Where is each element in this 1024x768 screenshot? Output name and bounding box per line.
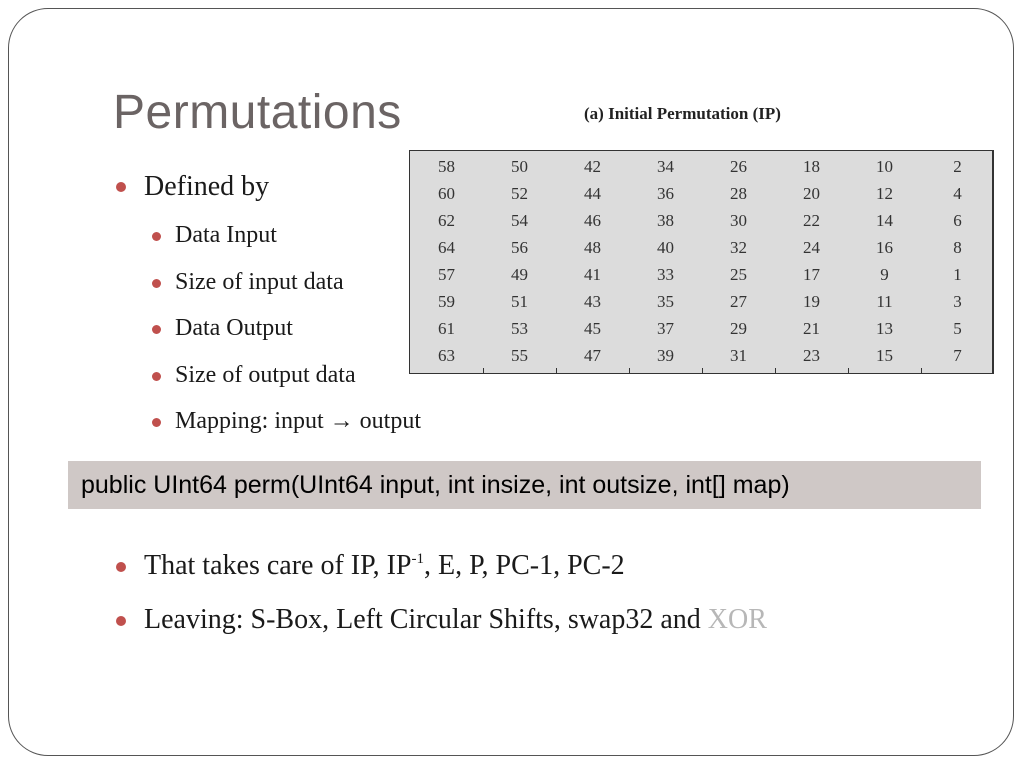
table-row bbox=[410, 180, 992, 207]
table-cell: 38 bbox=[657, 211, 674, 230]
table-cell: 35 bbox=[657, 292, 674, 311]
takes-care-suffix: , E, P, PC-1, PC-2 bbox=[423, 550, 625, 581]
table-cell: 4 bbox=[953, 184, 962, 203]
table-cell: 22 bbox=[803, 211, 820, 230]
table-cell: 31 bbox=[730, 346, 747, 365]
table-cell: 55 bbox=[511, 346, 528, 365]
table-cell: 32 bbox=[730, 238, 747, 257]
bullet-dot bbox=[116, 562, 126, 572]
table-cell: 33 bbox=[657, 265, 674, 284]
table-cell: 3 bbox=[953, 292, 962, 311]
bullet-dot bbox=[116, 616, 126, 626]
table-cell: 1 bbox=[953, 265, 962, 284]
slide-title: Permutations bbox=[113, 86, 402, 139]
table-cell: 63 bbox=[438, 346, 455, 365]
table-cell: 18 bbox=[803, 157, 820, 176]
sub-bullet-data-output: Data Output bbox=[175, 315, 293, 341]
table-cell: 40 bbox=[657, 238, 674, 257]
table-cell: 56 bbox=[511, 238, 528, 257]
table-cell: 30 bbox=[730, 211, 747, 230]
bullet-defined-by: Defined by bbox=[144, 171, 270, 202]
table-cell: 25 bbox=[730, 265, 747, 284]
table-cell: 8 bbox=[953, 238, 962, 257]
table-cell: 48 bbox=[584, 238, 601, 257]
table-cell: 15 bbox=[876, 346, 893, 365]
table-cell: 37 bbox=[657, 319, 674, 338]
bullet-dot bbox=[152, 372, 161, 381]
table-cell: 13 bbox=[876, 319, 893, 338]
table-cell: 61 bbox=[438, 319, 455, 338]
table-cell: 21 bbox=[803, 319, 820, 338]
table-row bbox=[410, 234, 992, 261]
table-cell: 12 bbox=[876, 184, 893, 203]
table-cell: 46 bbox=[584, 211, 601, 230]
table-cell: 28 bbox=[730, 184, 747, 203]
table-cell: 42 bbox=[584, 157, 601, 176]
leaving-prefix: Leaving: S-Box, Left Circular Shifts, swap32 and bbox=[144, 604, 708, 635]
table-cell: 45 bbox=[584, 319, 601, 338]
bullet-dot bbox=[116, 182, 126, 192]
table-cell: 62 bbox=[438, 211, 455, 230]
table-cell: 57 bbox=[438, 265, 455, 284]
table-cell: 10 bbox=[876, 157, 893, 176]
table-cell: 6 bbox=[953, 211, 962, 230]
table-cell: 43 bbox=[584, 292, 601, 311]
sub-bullet-mapping: Mapping: input → output bbox=[175, 408, 421, 434]
sub-bullet-size-of-input: Size of input data bbox=[175, 269, 344, 295]
table-caption: (a) Initial Permutation (IP) bbox=[584, 104, 781, 123]
table-cell: 53 bbox=[511, 319, 528, 338]
initial-permutation-table bbox=[409, 150, 994, 374]
table-cell: 9 bbox=[880, 265, 889, 284]
table-row bbox=[410, 315, 992, 342]
table-cell: 60 bbox=[438, 184, 455, 203]
bullet-dot bbox=[152, 232, 161, 241]
table-cell: 41 bbox=[584, 265, 601, 284]
table-cell: 29 bbox=[730, 319, 747, 338]
table-row bbox=[410, 153, 992, 180]
table-cell: 51 bbox=[511, 292, 528, 311]
bullet-leaving bbox=[144, 604, 767, 636]
table-cell: 47 bbox=[584, 346, 601, 365]
table-cell: 14 bbox=[876, 211, 893, 230]
table-cell: 24 bbox=[803, 238, 820, 257]
table-cell: 52 bbox=[511, 184, 528, 203]
table-cell: 20 bbox=[803, 184, 820, 203]
table-cell: 59 bbox=[438, 292, 455, 311]
table-row bbox=[410, 342, 992, 369]
table-cell: 11 bbox=[876, 292, 893, 311]
table-cell: 26 bbox=[730, 157, 747, 176]
bullet-dot bbox=[152, 279, 161, 288]
table-cell: 7 bbox=[953, 346, 962, 365]
sub-bullet-size-of-output: Size of output data bbox=[175, 362, 356, 388]
table-cell: 49 bbox=[511, 265, 528, 284]
table-cell: 16 bbox=[876, 238, 893, 257]
bullet-takes-care-of bbox=[144, 550, 625, 582]
table-cell: 44 bbox=[584, 184, 601, 203]
bullet-dot bbox=[152, 325, 161, 334]
table-cell: 19 bbox=[803, 292, 820, 311]
table-cell: 64 bbox=[438, 238, 455, 257]
table-cell: 5 bbox=[953, 319, 962, 338]
table-row bbox=[410, 207, 992, 234]
bullet-dot bbox=[152, 418, 161, 427]
code-signature: public UInt64 perm(UInt64 input, int insize, int outsize, int[] map) bbox=[68, 461, 981, 509]
table-cell: 27 bbox=[730, 292, 747, 311]
table-cell: 23 bbox=[803, 346, 820, 365]
table-cell: 54 bbox=[511, 211, 528, 230]
takes-care-prefix: That takes care of IP, IP bbox=[144, 550, 412, 581]
table-cell: 2 bbox=[953, 157, 962, 176]
table-cell: 50 bbox=[511, 157, 528, 176]
table-row bbox=[410, 261, 992, 288]
sub-bullet-data-input: Data Input bbox=[175, 222, 277, 248]
table-row bbox=[410, 288, 992, 315]
xor-text: XOR bbox=[707, 604, 767, 635]
table-cell: 39 bbox=[657, 346, 674, 365]
table-cell: 34 bbox=[657, 157, 674, 176]
table-cell: 17 bbox=[803, 265, 820, 284]
table-cell: 58 bbox=[438, 157, 455, 176]
ip-inverse-superscript: -1 bbox=[411, 551, 424, 567]
table-cell: 36 bbox=[657, 184, 674, 203]
